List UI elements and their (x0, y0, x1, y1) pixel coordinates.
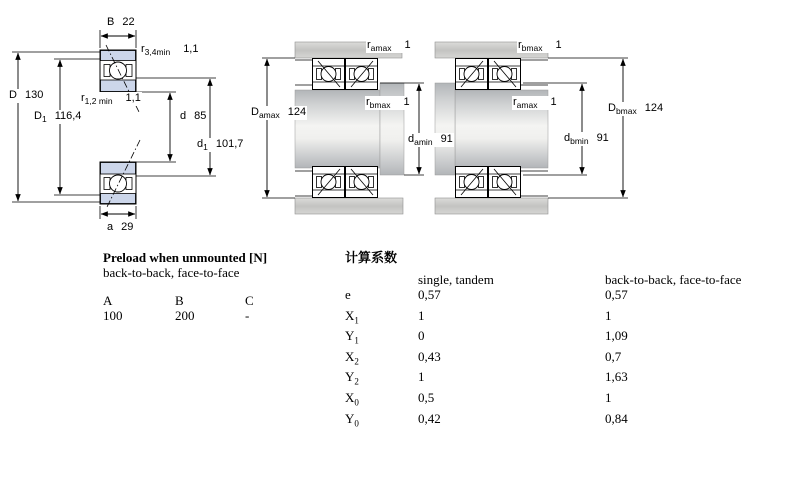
factor-symbol: $Y_1$ (345, 328, 359, 346)
factors-table-header (345, 250, 397, 265)
preload-value: 200 (175, 308, 195, 323)
dim-label-r34: $r_{3,4min}$ 1,1 (141, 43, 199, 58)
preload-col-header: C (245, 293, 254, 308)
dim-label-a-damin: $d_{amin}$ 91 (408, 133, 453, 148)
factor-symbol: $Y_2$ (345, 369, 359, 387)
factor-value: 0 (418, 328, 425, 344)
arrangement-b-drawing (435, 42, 628, 214)
factor-value: 1 (605, 389, 612, 405)
factor-value: 0,57 (418, 287, 441, 302)
dim-label-d1: $d_1$ 101,7 (197, 138, 244, 153)
factor-value: 0,5 (418, 389, 435, 405)
factors-table-title: 计算系数 (345, 250, 398, 265)
factors-col1-header: single, tandem (418, 272, 494, 287)
dim-label-a-ramax: $r_{amax}$ 1 (367, 39, 411, 54)
preload-table (103, 250, 267, 280)
dim-label-a-Damax: $D_{amax}$ 124 (251, 106, 307, 121)
factor-value: 0,84 (605, 410, 628, 426)
factor-value: 0,57 (605, 287, 628, 302)
factor-value: 0,42 (418, 410, 441, 426)
preload-col-header: B (175, 293, 184, 308)
single-bearing-cross-section (12, 30, 216, 219)
factor-value: 1,63 (605, 369, 628, 385)
factor-value: 1 (418, 369, 425, 385)
factors-table-grid (345, 272, 795, 431)
factor-value: 0,43 (418, 348, 441, 364)
dim-label-D1: $D_1$ 116,4 (34, 110, 82, 125)
factor-value: 0,7 (605, 348, 622, 364)
preload-col-header: A (103, 293, 113, 308)
preload-table-title: Preload when unmounted [N] (103, 250, 268, 265)
factor-symbol: e (345, 287, 351, 302)
dim-label-D: D 130 (9, 89, 44, 101)
factors-col2-header: back-to-back, face-to-face (605, 272, 742, 287)
dim-label-b-rbmax: $r_{bmax}$ 1 (518, 39, 562, 54)
factor-symbol: $Y_0$ (345, 410, 359, 429)
factor-value: 1,09 (605, 328, 628, 344)
dim-label-d: d 85 (180, 110, 207, 122)
factor-symbol: $X_2$ (345, 348, 359, 367)
factor-value: 1 (418, 307, 425, 323)
preload-table-grid (103, 293, 305, 323)
factor-symbol: $X_1$ (345, 307, 359, 326)
dim-label-b-Dbmax: $D_{bmax}$ 124 (608, 102, 664, 117)
preload-value: - (245, 308, 250, 323)
dim-label-b-dbmin: $d_{bmin}$ 91 (564, 132, 609, 147)
factor-symbol: $X_0$ (345, 389, 359, 408)
arrangement-a-drawing (262, 42, 424, 214)
dim-label-b-ramax: $r_{amax}$ 1 (513, 96, 557, 111)
dim-label-a-rbmax: $r_{bmax}$ 1 (366, 96, 410, 111)
dim-label-B: B 22 (107, 16, 135, 28)
factor-value: 1 (605, 307, 612, 323)
dim-label-r12: $r_{1,2 min}$ 1,1 (81, 92, 141, 107)
dim-label-a: a 29 (107, 221, 134, 233)
preload-table-subtitle: back-to-back, face-to-face (103, 265, 240, 280)
preload-value: 100 (103, 308, 123, 323)
